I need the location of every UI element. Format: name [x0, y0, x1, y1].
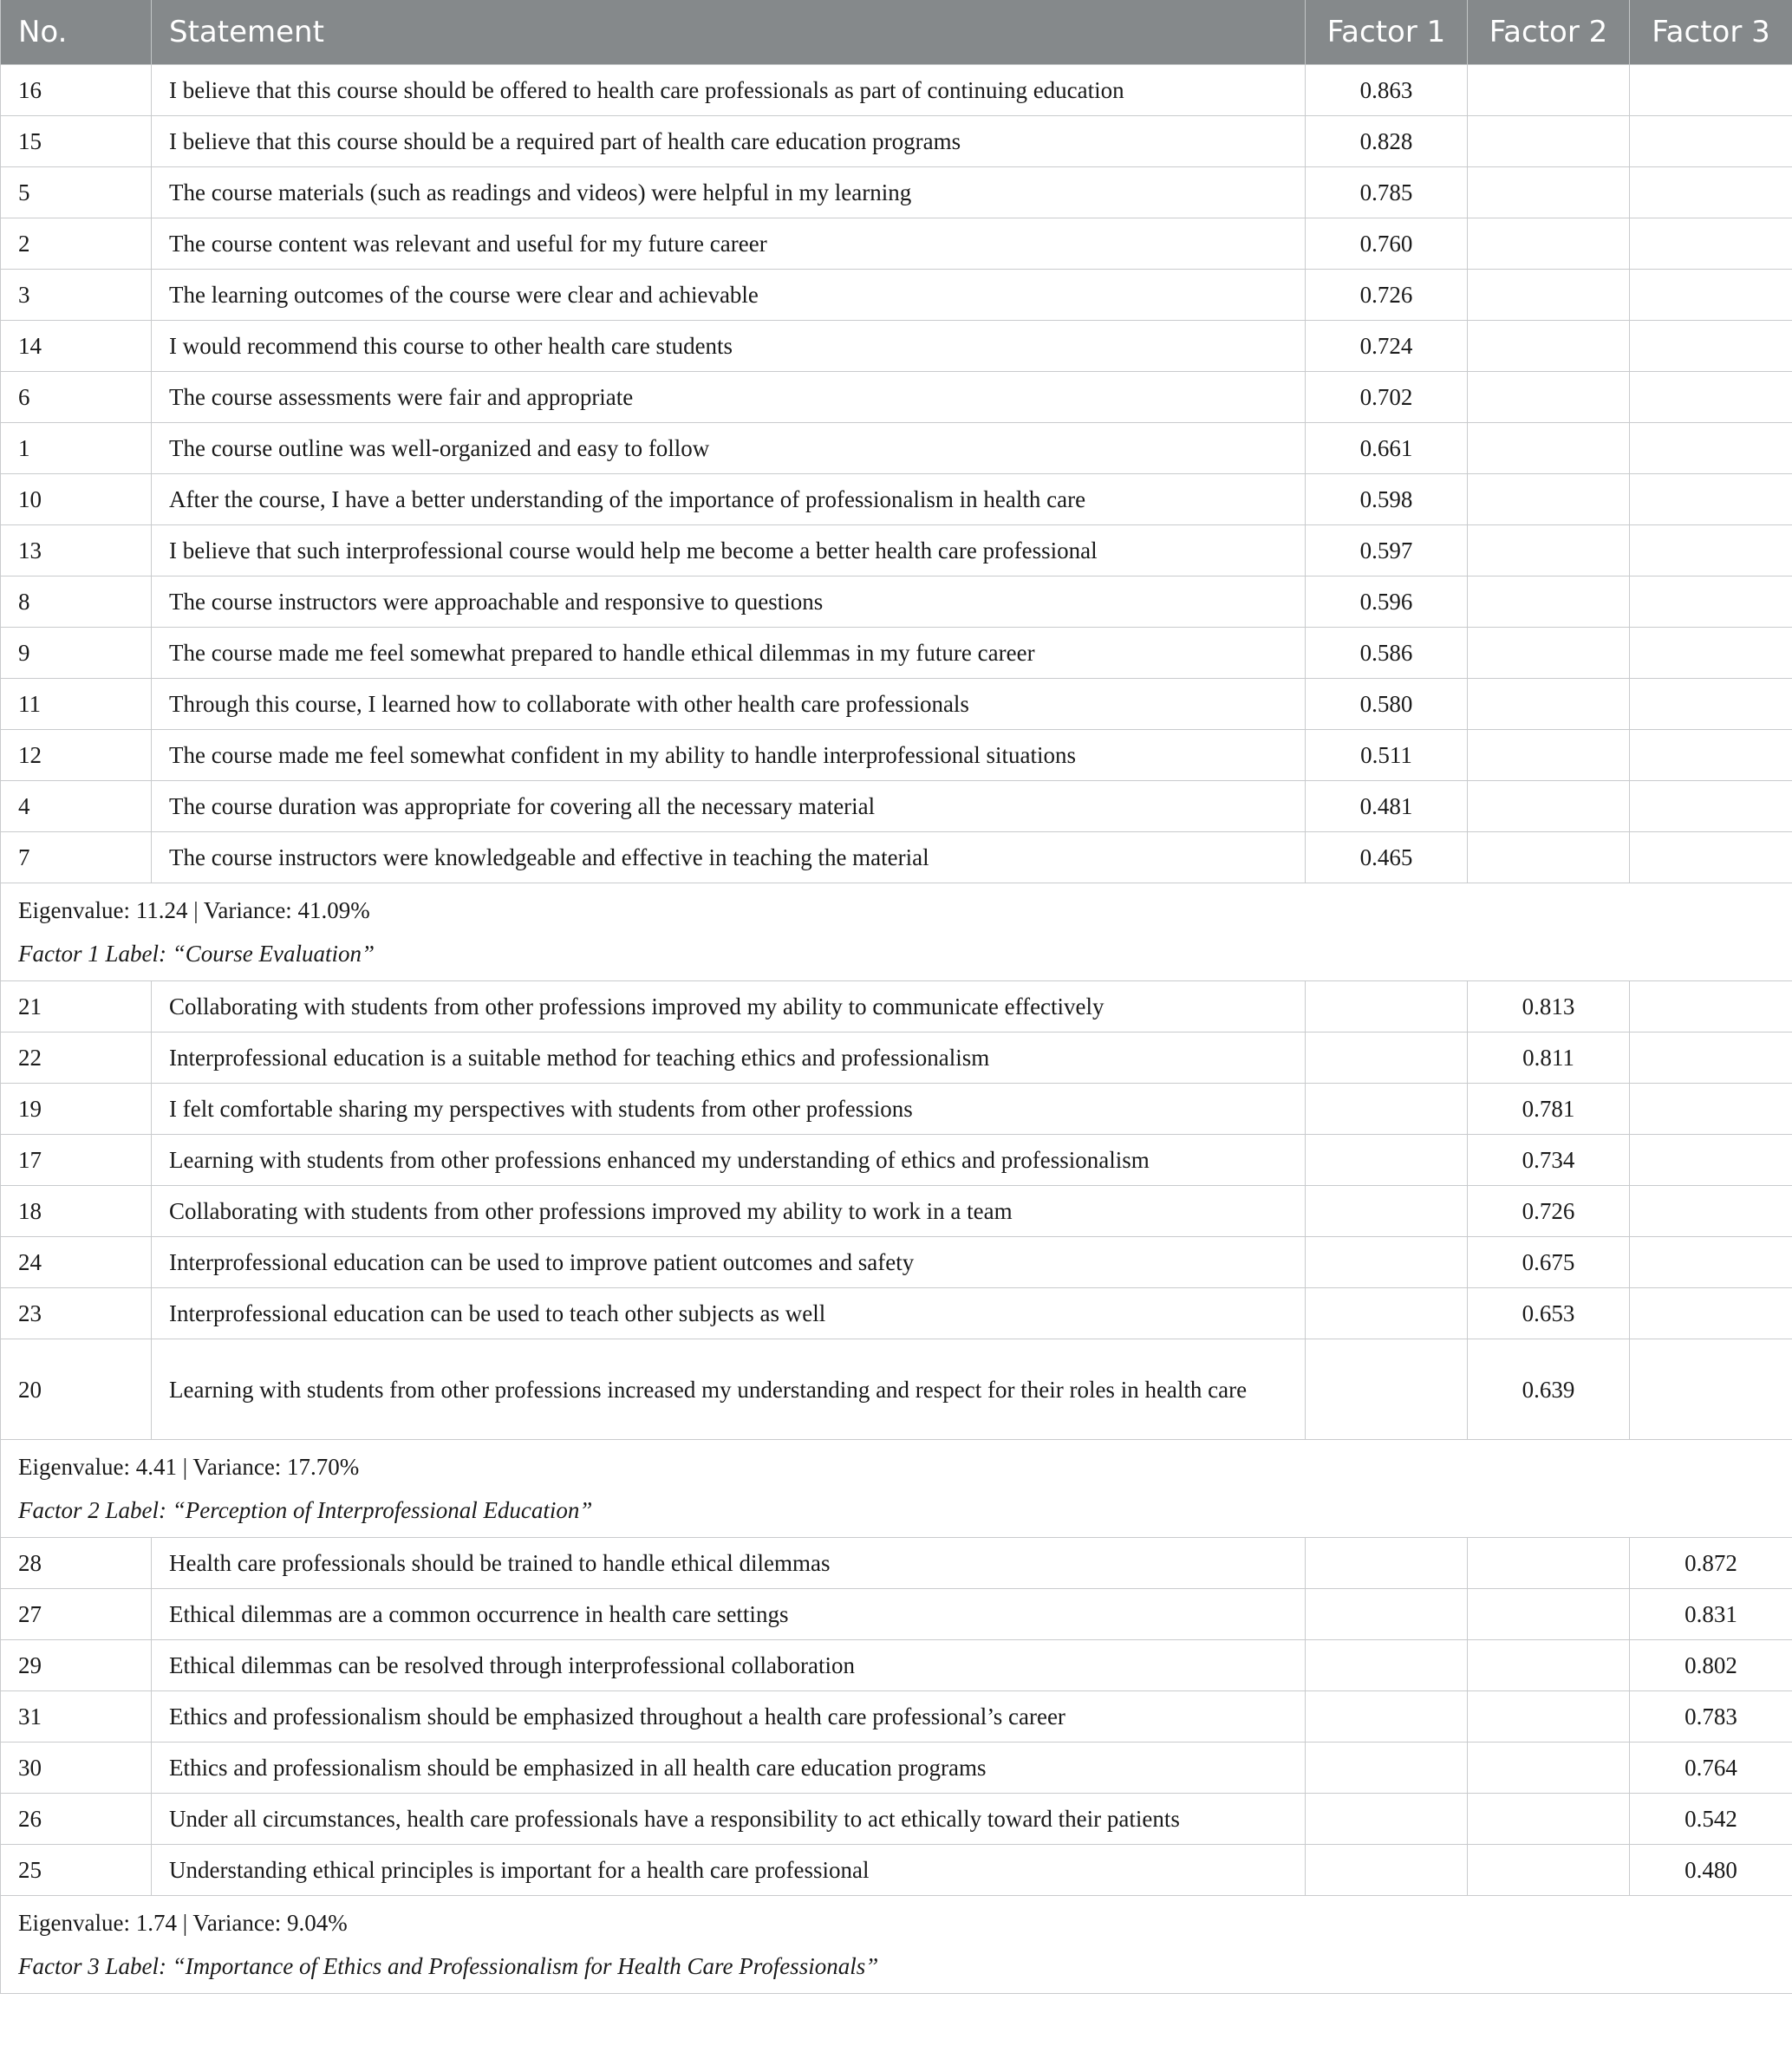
statement-cell: Ethical dilemmas are a common occurrence in health care settings [152, 1589, 1306, 1640]
factor-3-loading-cell: 0.872 [1630, 1538, 1792, 1589]
factor-2-loading-cell [1468, 628, 1630, 679]
factor-1-loading-cell: 0.828 [1306, 116, 1468, 167]
statement-cell: Ethical dilemmas can be resolved through interprofessional collaboration [152, 1640, 1306, 1691]
factor-1-loading-cell [1306, 1845, 1468, 1896]
factor-summary-cell [1, 883, 1792, 981]
factor-summary-row [1, 1440, 1792, 1538]
statement-cell: The course instructors were approachable and responsive to questions [152, 577, 1306, 628]
table-body [1, 65, 1792, 1994]
factor-1-loading-cell [1306, 1135, 1468, 1186]
item-number-cell: 22 [1, 1032, 152, 1084]
eigenvalue-variance-text: Eigenvalue: 4.41 | Variance: 17.70% [18, 1454, 360, 1480]
table-row [1, 1288, 1792, 1339]
factor-1-loading-cell: 0.596 [1306, 577, 1468, 628]
item-number-cell: 27 [1, 1589, 152, 1640]
item-number-cell: 2 [1, 218, 152, 270]
factor-2-loading-cell [1468, 167, 1630, 218]
statement-cell: Ethics and professionalism should be emphasized in all health care education programs [152, 1743, 1306, 1794]
statement-cell: Collaborating with students from other professions improved my ability to communicate effectively [152, 981, 1306, 1032]
table-row [1, 372, 1792, 423]
factor-1-loading-cell [1306, 1640, 1468, 1691]
factor-2-loading-cell [1468, 65, 1630, 116]
factor-3-loading-cell: 0.480 [1630, 1845, 1792, 1896]
statement-cell: After the course, I have a better understanding of the importance of professionalism in health care [152, 474, 1306, 525]
factor-2-loading-cell [1468, 218, 1630, 270]
factor-1-loading-cell: 0.511 [1306, 730, 1468, 781]
factor-1-loading-cell [1306, 1084, 1468, 1135]
factor-2-loading-cell [1468, 423, 1630, 474]
statement-cell: I believe that this course should be offered to health care professionals as part of continuing education [152, 65, 1306, 116]
factor-summary-row [1, 1896, 1792, 1994]
factor-3-loading-cell [1630, 679, 1792, 730]
factor-3-loading-cell [1630, 1135, 1792, 1186]
factor-3-loading-cell [1630, 981, 1792, 1032]
statement-cell: The course materials (such as readings and videos) were helpful in my learning [152, 167, 1306, 218]
statement-cell: I believe that this course should be a required part of health care education programs [152, 116, 1306, 167]
eigenvalue-variance-text: Eigenvalue: 1.74 | Variance: 9.04% [18, 1910, 348, 1936]
table-row [1, 1589, 1792, 1640]
table-row [1, 1794, 1792, 1845]
table-row [1, 270, 1792, 321]
factor-summary-row [1, 883, 1792, 981]
item-number-cell: 19 [1, 1084, 152, 1135]
table-row [1, 1135, 1792, 1186]
item-number-cell: 10 [1, 474, 152, 525]
factor-2-loading-cell: 0.726 [1468, 1186, 1630, 1237]
table-row [1, 577, 1792, 628]
table-row [1, 65, 1792, 116]
factor-2-loading-cell [1468, 1743, 1630, 1794]
item-number-cell: 29 [1, 1640, 152, 1691]
factor-3-loading-cell [1630, 730, 1792, 781]
statement-cell: Under all circumstances, health care professionals have a responsibility to act ethically toward their patients [152, 1794, 1306, 1845]
factor-2-loading-cell [1468, 1538, 1630, 1589]
table-row [1, 1538, 1792, 1589]
statement-cell: Learning with students from other professions increased my understanding and respect for their roles in health care [152, 1339, 1306, 1440]
item-number-cell: 15 [1, 116, 152, 167]
factor-1-loading-cell [1306, 1589, 1468, 1640]
factor-3-loading-cell: 0.542 [1630, 1794, 1792, 1845]
factor-summary-cell [1, 1896, 1792, 1994]
factor-1-loading-cell [1306, 1288, 1468, 1339]
factor-1-loading-cell: 0.760 [1306, 218, 1468, 270]
table-row [1, 1640, 1792, 1691]
factor-1-loading-cell: 0.863 [1306, 65, 1468, 116]
factor-2-loading-cell [1468, 1640, 1630, 1691]
table-row [1, 1186, 1792, 1237]
table-row [1, 474, 1792, 525]
table-row [1, 730, 1792, 781]
factor-3-loading-cell [1630, 1186, 1792, 1237]
factor-3-loading-cell: 0.802 [1630, 1640, 1792, 1691]
statement-cell: Interprofessional education is a suitable method for teaching ethics and professionalism [152, 1032, 1306, 1084]
table-row [1, 1032, 1792, 1084]
statement-cell: The course assessments were fair and appropriate [152, 372, 1306, 423]
factor-label-text: Factor 2 Label: “Perception of Interprofessional Education” [18, 1497, 593, 1523]
factor-3-loading-cell [1630, 628, 1792, 679]
factor-1-loading-cell: 0.465 [1306, 832, 1468, 883]
item-number-cell: 11 [1, 679, 152, 730]
factor-2-loading-cell: 0.813 [1468, 981, 1630, 1032]
statement-cell: I would recommend this course to other health care students [152, 321, 1306, 372]
factor-label-text: Factor 3 Label: “Importance of Ethics and Professionalism for Health Care Professionals” [18, 1953, 879, 1979]
item-number-cell: 3 [1, 270, 152, 321]
statement-cell: The course content was relevant and useful for my future career [152, 218, 1306, 270]
factor-3-loading-cell [1630, 1084, 1792, 1135]
item-number-cell: 17 [1, 1135, 152, 1186]
factor-3-loading-cell [1630, 577, 1792, 628]
statement-cell: Health care professionals should be trained to handle ethical dilemmas [152, 1538, 1306, 1589]
statement-cell: Learning with students from other professions enhanced my understanding of ethics and professionalism [152, 1135, 1306, 1186]
factor-2-loading-cell [1468, 1589, 1630, 1640]
table-row [1, 1845, 1792, 1896]
factor-2-loading-cell [1468, 781, 1630, 832]
item-number-cell: 9 [1, 628, 152, 679]
table-row [1, 1691, 1792, 1743]
factor-2-loading-cell [1468, 1794, 1630, 1845]
factor-1-loading-cell [1306, 1743, 1468, 1794]
factor-2-loading-cell [1468, 270, 1630, 321]
item-number-cell: 23 [1, 1288, 152, 1339]
item-number-cell: 26 [1, 1794, 152, 1845]
factor-1-loading-cell: 0.724 [1306, 321, 1468, 372]
factor-2-loading-cell: 0.734 [1468, 1135, 1630, 1186]
table-row [1, 679, 1792, 730]
statement-cell: Interprofessional education can be used to improve patient outcomes and safety [152, 1237, 1306, 1288]
table-row [1, 1084, 1792, 1135]
factor-3-loading-cell [1630, 423, 1792, 474]
factor-1-loading-cell [1306, 1186, 1468, 1237]
table-row [1, 1743, 1792, 1794]
table-row [1, 321, 1792, 372]
statement-cell: The course made me feel somewhat confident in my ability to handle interprofessional situations [152, 730, 1306, 781]
factor-2-loading-cell [1468, 577, 1630, 628]
factor-2-loading-cell: 0.781 [1468, 1084, 1630, 1135]
factor-2-loading-cell: 0.639 [1468, 1339, 1630, 1440]
factor-1-loading-cell [1306, 1794, 1468, 1845]
factor-2-loading-cell [1468, 372, 1630, 423]
item-number-cell: 30 [1, 1743, 152, 1794]
header-factor-3: Factor 3 [1630, 0, 1792, 65]
table-row [1, 1339, 1792, 1440]
table-row [1, 1237, 1792, 1288]
statement-cell: Ethics and professionalism should be emphasized throughout a health care professional’s career [152, 1691, 1306, 1743]
item-number-cell: 21 [1, 981, 152, 1032]
factor-2-loading-cell: 0.811 [1468, 1032, 1630, 1084]
table-row [1, 423, 1792, 474]
item-number-cell: 31 [1, 1691, 152, 1743]
table-row [1, 167, 1792, 218]
statement-cell: Through this course, I learned how to collaborate with other health care professionals [152, 679, 1306, 730]
table-row [1, 525, 1792, 577]
factor-3-loading-cell [1630, 474, 1792, 525]
statement-cell: Interprofessional education can be used to teach other subjects as well [152, 1288, 1306, 1339]
statement-cell: I felt comfortable sharing my perspectives with students from other professions [152, 1084, 1306, 1135]
factor-3-loading-cell [1630, 781, 1792, 832]
factor-2-loading-cell [1468, 116, 1630, 167]
statement-cell: I believe that such interprofessional course would help me become a better health care professional [152, 525, 1306, 577]
factor-1-loading-cell: 0.597 [1306, 525, 1468, 577]
statement-cell: The course instructors were knowledgeable and effective in teaching the material [152, 832, 1306, 883]
statement-cell: The course outline was well-organized and easy to follow [152, 423, 1306, 474]
item-number-cell: 5 [1, 167, 152, 218]
table-row [1, 218, 1792, 270]
factor-3-loading-cell [1630, 116, 1792, 167]
factor-3-loading-cell [1630, 321, 1792, 372]
factor-3-loading-cell [1630, 1288, 1792, 1339]
item-number-cell: 25 [1, 1845, 152, 1896]
factor-3-loading-cell [1630, 218, 1792, 270]
header-statement: Statement [152, 0, 1306, 65]
table-row [1, 116, 1792, 167]
factor-1-loading-cell: 0.580 [1306, 679, 1468, 730]
factor-1-loading-cell: 0.598 [1306, 474, 1468, 525]
table-row [1, 981, 1792, 1032]
factor-2-loading-cell [1468, 679, 1630, 730]
header-factor-2: Factor 2 [1468, 0, 1630, 65]
statement-cell: The learning outcomes of the course were clear and achievable [152, 270, 1306, 321]
factor-1-loading-cell [1306, 1691, 1468, 1743]
factor-3-loading-cell [1630, 832, 1792, 883]
table-row [1, 781, 1792, 832]
item-number-cell: 8 [1, 577, 152, 628]
factor-3-loading-cell: 0.783 [1630, 1691, 1792, 1743]
factor-1-loading-cell: 0.785 [1306, 167, 1468, 218]
item-number-cell: 12 [1, 730, 152, 781]
factor-3-loading-cell [1630, 525, 1792, 577]
factor-label-text: Factor 1 Label: “Course Evaluation” [18, 941, 375, 967]
factor-2-loading-cell: 0.653 [1468, 1288, 1630, 1339]
factor-3-loading-cell [1630, 270, 1792, 321]
item-number-cell: 6 [1, 372, 152, 423]
factor-1-loading-cell: 0.661 [1306, 423, 1468, 474]
factor-2-loading-cell [1468, 474, 1630, 525]
factor-1-loading-cell: 0.702 [1306, 372, 1468, 423]
item-number-cell: 7 [1, 832, 152, 883]
item-number-cell: 4 [1, 781, 152, 832]
eigenvalue-variance-text: Eigenvalue: 11.24 | Variance: 41.09% [18, 897, 370, 923]
table-row [1, 832, 1792, 883]
factor-1-loading-cell [1306, 1538, 1468, 1589]
factor-3-loading-cell [1630, 1237, 1792, 1288]
item-number-cell: 16 [1, 65, 152, 116]
item-number-cell: 13 [1, 525, 152, 577]
table-header-row [1, 0, 1792, 65]
factor-3-loading-cell [1630, 1339, 1792, 1440]
factor-2-loading-cell [1468, 832, 1630, 883]
table-row [1, 628, 1792, 679]
factor-3-loading-cell: 0.764 [1630, 1743, 1792, 1794]
factor-1-loading-cell: 0.726 [1306, 270, 1468, 321]
statement-cell: The course made me feel somewhat prepared to handle ethical dilemmas in my future career [152, 628, 1306, 679]
statement-cell: Collaborating with students from other professions improved my ability to work in a team [152, 1186, 1306, 1237]
factor-1-loading-cell [1306, 981, 1468, 1032]
factor-2-loading-cell [1468, 321, 1630, 372]
item-number-cell: 14 [1, 321, 152, 372]
factor-summary-cell [1, 1440, 1792, 1538]
factor-1-loading-cell [1306, 1237, 1468, 1288]
factor-1-loading-cell [1306, 1032, 1468, 1084]
factor-1-loading-cell [1306, 1339, 1468, 1440]
factor-2-loading-cell [1468, 525, 1630, 577]
factor-1-loading-cell: 0.586 [1306, 628, 1468, 679]
item-number-cell: 28 [1, 1538, 152, 1589]
factor-3-loading-cell [1630, 372, 1792, 423]
statement-cell: Understanding ethical principles is important for a health care professional [152, 1845, 1306, 1896]
statement-cell: The course duration was appropriate for covering all the necessary material [152, 781, 1306, 832]
item-number-cell: 24 [1, 1237, 152, 1288]
item-number-cell: 18 [1, 1186, 152, 1237]
factor-2-loading-cell [1468, 730, 1630, 781]
item-number-cell: 1 [1, 423, 152, 474]
item-number-cell: 20 [1, 1339, 152, 1440]
header-no: No. [1, 0, 152, 65]
factor-3-loading-cell [1630, 167, 1792, 218]
factor-3-loading-cell [1630, 65, 1792, 116]
factor-2-loading-cell [1468, 1845, 1630, 1896]
factor-3-loading-cell: 0.831 [1630, 1589, 1792, 1640]
factor-3-loading-cell [1630, 1032, 1792, 1084]
factor-2-loading-cell: 0.675 [1468, 1237, 1630, 1288]
factor-2-loading-cell [1468, 1691, 1630, 1743]
factor-1-loading-cell: 0.481 [1306, 781, 1468, 832]
header-factor-1: Factor 1 [1306, 0, 1468, 65]
